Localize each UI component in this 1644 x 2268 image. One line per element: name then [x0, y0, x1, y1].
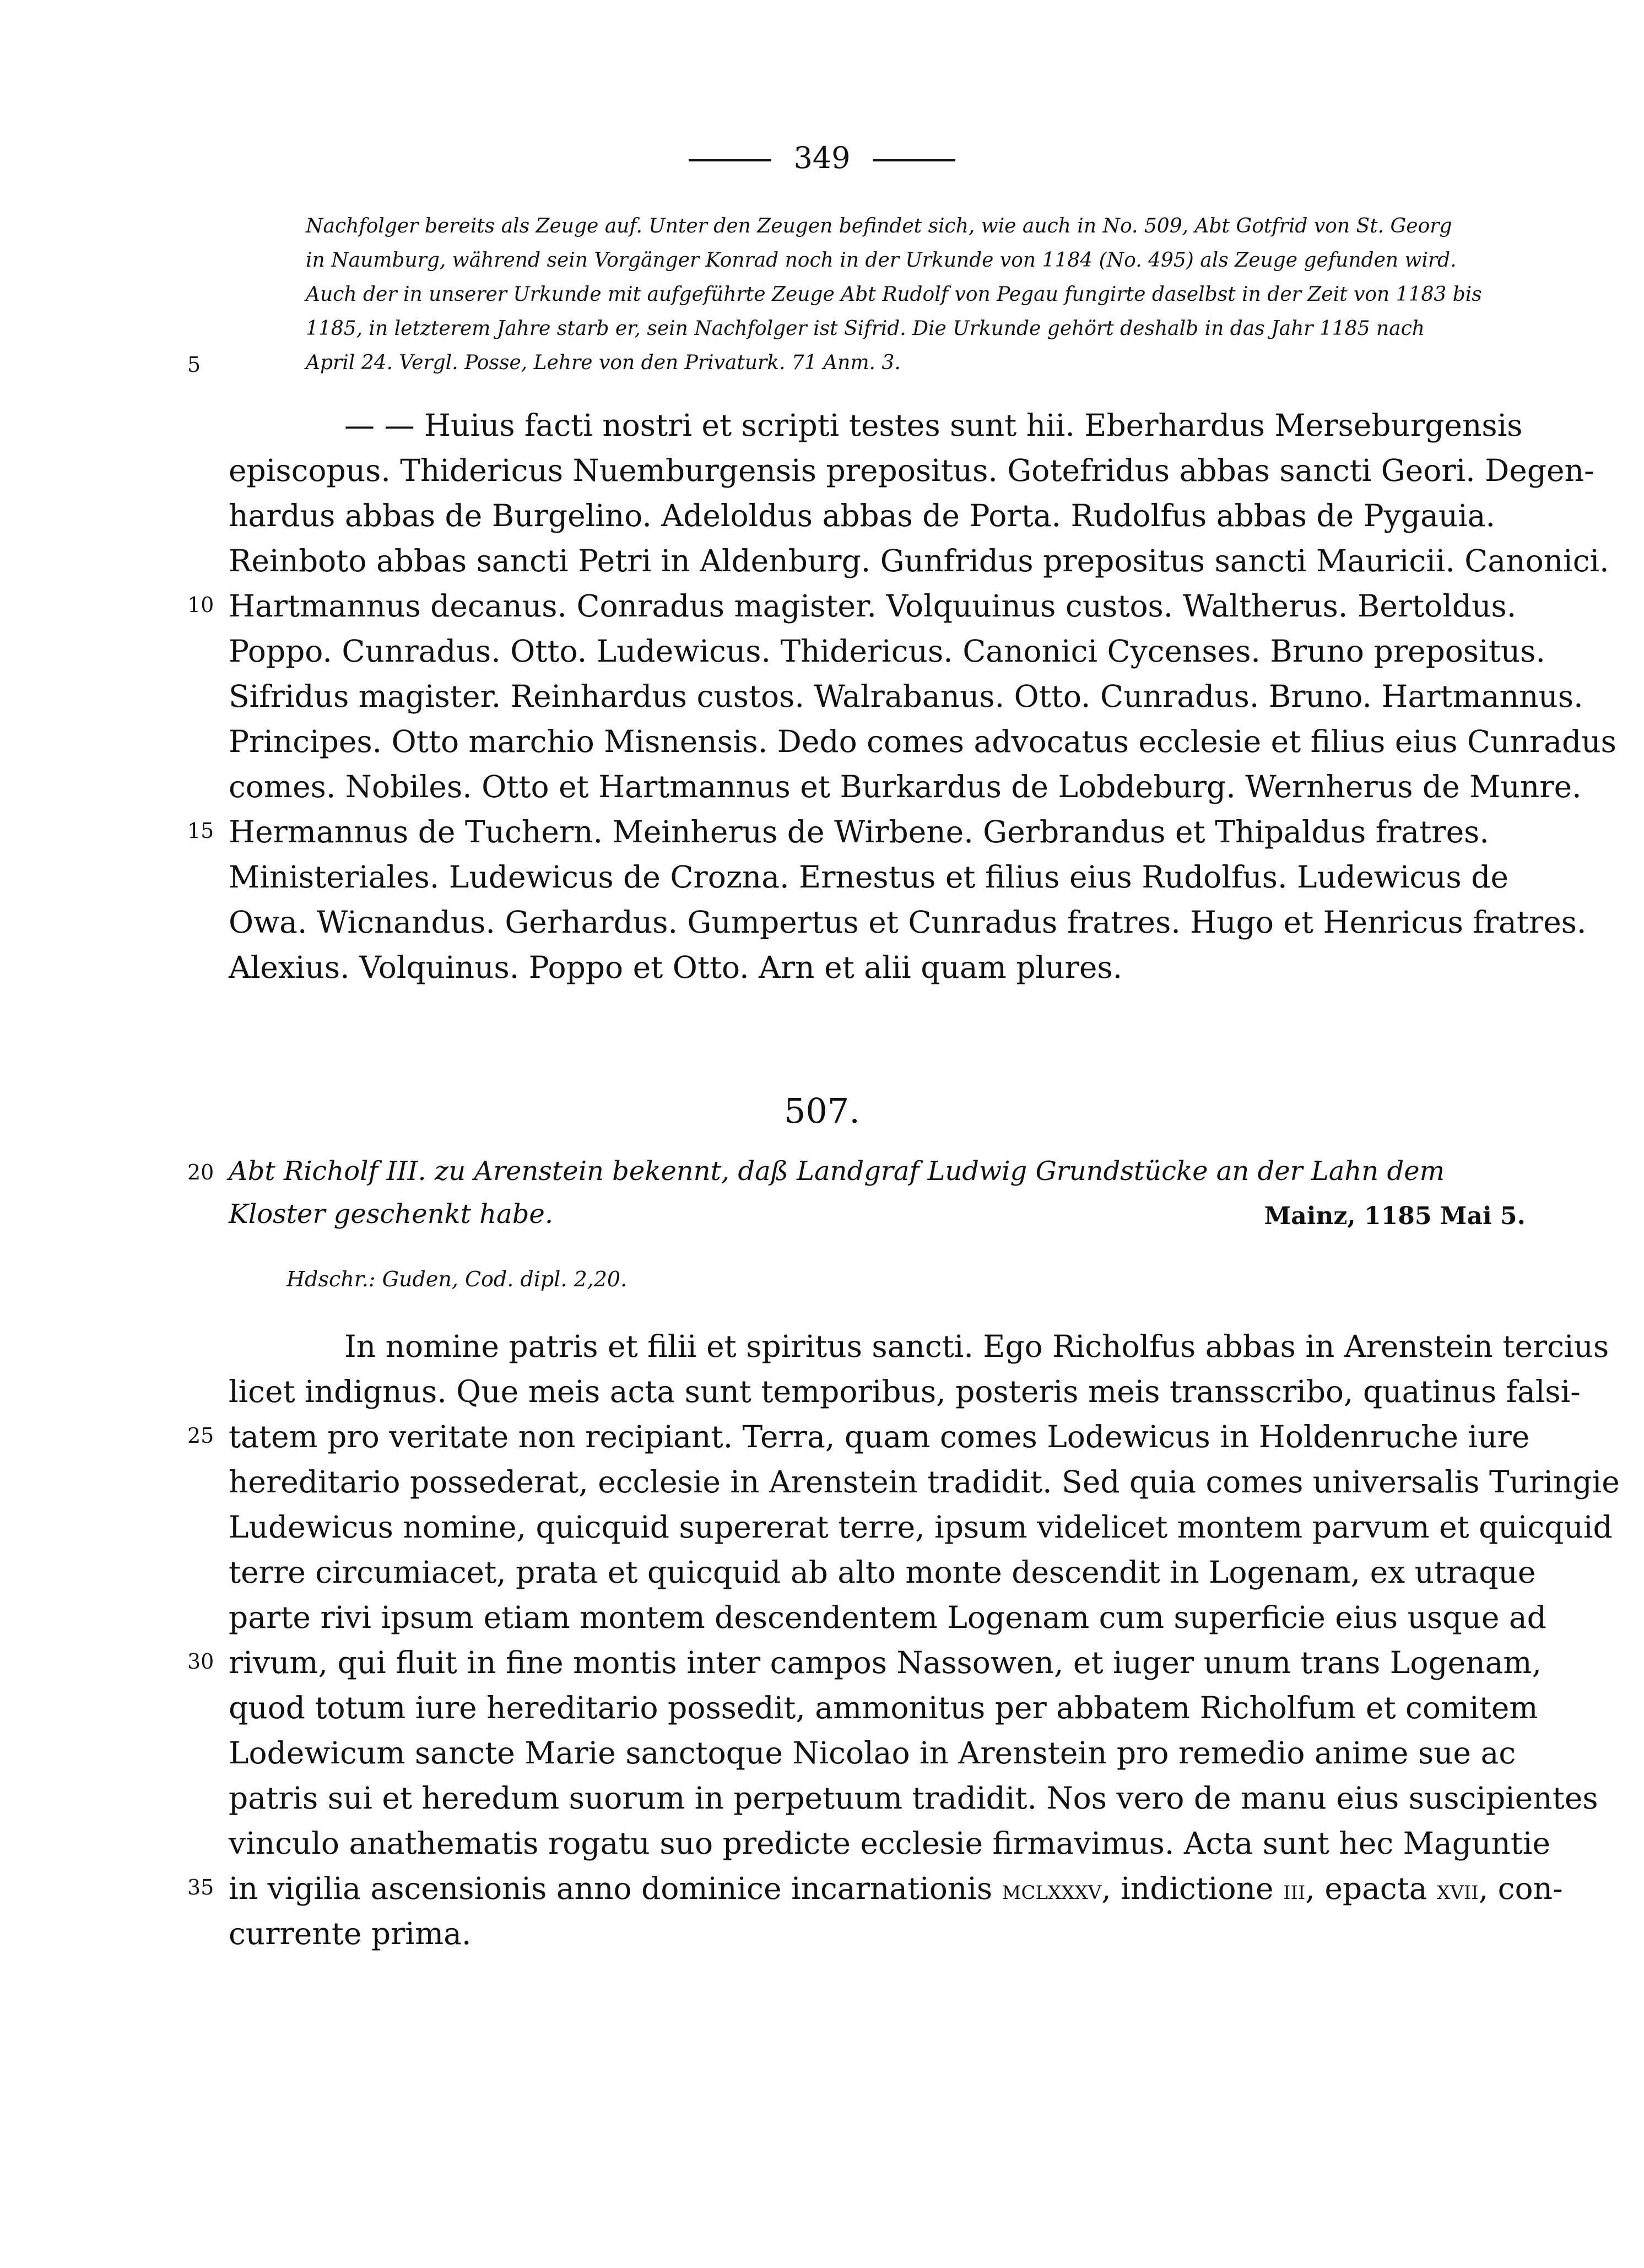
- epact-numeral: xvii: [1437, 1875, 1479, 1906]
- indiction-numeral: iii: [1283, 1875, 1306, 1906]
- text-line: licet indignus. Que meis acta sunt temporibus, posteris meis transscribo, quatinus falsi-: [229, 1374, 1581, 1409]
- witness-line: Hermannus de Tuchern. Meinherus de Wirbene. Gerbrandus et Thipaldus fratres.: [229, 814, 1489, 849]
- witness-line: Alexius. Volquinus. Poppo et Otto. Arn et alii quam plures.: [229, 950, 1123, 985]
- document-date: Mainz, 1185 Mai 5.: [1264, 1202, 1526, 1230]
- witness-line: comes. Nobiles. Otto et Hartmannus et Burkardus de Lobdeburg. Wernherus de Munre.: [229, 769, 1582, 804]
- text-line: terre circumiacet, prata et quicquid ab alto monte descendit in Logenam, ex utraque: [229, 1555, 1536, 1590]
- year-numeral: mclxxxv: [1002, 1875, 1102, 1906]
- text-line: hereditario possederat, ecclesie in Arenstein tradidit. Sed quia comes universalis Turingie: [229, 1464, 1620, 1500]
- footnote-line: 1185, in letzterem Jahre starb er, sein Nachfolger ist Sifrid. Die Urkunde gehört deshalb in das Jahr 1185 nach: [306, 317, 1425, 340]
- witness-line: Poppo. Cunradus. Otto. Ludewicus. Thidericus. Canonici Cycenses. Bruno prepositus.: [229, 634, 1545, 669]
- footnote-line: in Naumburg, während sein Vorgänger Konrad noch in der Urkunde von 1184 (No. 495) als Zeuge gefunden wird.: [306, 249, 1457, 272]
- regest-line-1: Abt Richolf III. zu Arenstein bekennt, daß Landgraf Ludwig Grundstücke an der Lahn dem: [229, 1156, 1445, 1187]
- line-number: 25: [187, 1423, 214, 1448]
- witness-line: Sifridus magister. Reinhardus custos. Walrabanus. Otto. Cunradus. Bruno. Hartmannus.: [229, 679, 1583, 714]
- witness-line: episcopus. Thidericus Nuemburgensis prepositus. Gotefridus abbas sancti Geori. Degen-: [229, 453, 1594, 488]
- footnote-line: Auch der in unserer Urkunde mit aufgeführte Zeuge Abt Rudolf von Pegau fungirte daselbst in der Zeit von 1183 bis: [306, 283, 1482, 306]
- witness-line: Reinboto abbas sancti Petri in Aldenburg. Gunfridus prepositus sancti Mauricii. Canonici.: [229, 543, 1609, 578]
- witness-line: hardus abbas de Burgelino. Adeloldus abbas de Porta. Rudolfus abbas de Pygauia.: [229, 498, 1496, 533]
- witness-line: Principes. Otto marchio Misnensis. Dedo comes advocatus ecclesie et filius eius Cunradus: [229, 724, 1616, 759]
- line-number: 30: [187, 1649, 214, 1674]
- text-line: In nomine patris et filii et spiritus sancti. Ego Richolfus abbas in Arenstein tercius: [344, 1329, 1609, 1364]
- text-line: Lodewicum sancte Marie sanctoque Nicolao in Arenstein pro remedio anime sue ac: [229, 1735, 1516, 1771]
- line-number: 10: [187, 593, 214, 617]
- footnote-line: Nachfolger bereits als Zeuge auf. Unter den Zeugen befindet sich, wie auch in No. 509, Abt Gotfrid von St. Georg: [306, 215, 1452, 237]
- line-number: 5: [187, 353, 201, 377]
- page-number: 349: [793, 140, 851, 175]
- text-segment: , indictione: [1101, 1871, 1284, 1906]
- text-line: patris sui et heredum suorum in perpetuum tradidit. Nos vero de manu eius suscipientes: [229, 1780, 1598, 1816]
- regest-line-2: Kloster geschenkt habe.: [229, 1199, 554, 1230]
- text-line: [229, 1871, 1563, 1906]
- witness-line: — — Huius facti nostri et scripti testes sunt hii. Eberhardus Merseburgensis: [344, 408, 1523, 443]
- text-segment: , epacta: [1305, 1871, 1437, 1906]
- witness-line: Owa. Wicnandus. Gerhardus. Gumpertus et Cunradus fratres. Hugo et Henricus fratres.: [229, 905, 1587, 940]
- text-line: currente prima.: [229, 1916, 472, 1951]
- text-line: vinculo anathematis rogatu suo predicte ecclesie firmavimus. Acta sunt hec Maguntie: [229, 1826, 1551, 1861]
- header-rule-right: [873, 159, 955, 161]
- text-segment: in vigilia ascensionis anno dominice incarnationis: [229, 1871, 1002, 1906]
- text-segment: , con-: [1478, 1871, 1563, 1906]
- text-line: Ludewicus nomine, quicquid supererat terre, ipsum videlicet montem parvum et quicquid: [229, 1509, 1613, 1545]
- document-number: 507.: [783, 1091, 861, 1131]
- footnote-line: April 24. Vergl. Posse, Lehre von den Privaturk. 71 Anm. 3.: [306, 351, 901, 374]
- witness-line: Ministeriales. Ludewicus de Crozna. Ernestus et filius eius Rudolfus. Ludewicus de: [229, 859, 1509, 895]
- text-line: rivum, qui fluit in fine montis inter campos Nassowen, et iuger unum trans Logenam,: [229, 1645, 1542, 1680]
- header-rule-left: [689, 159, 771, 161]
- text-line: quod totum iure hereditario possedit, ammonitus per abbatem Richolfum et comitem: [229, 1690, 1538, 1725]
- line-number: 20: [187, 1160, 214, 1184]
- witness-line: Hartmannus decanus. Conradus magister. Volquuinus custos. Waltherus. Bertoldus.: [229, 588, 1517, 624]
- line-number: 35: [187, 1875, 214, 1899]
- text-line: parte rivi ipsum etiam montem descendentem Logenam cum superficie eius usque ad: [229, 1600, 1546, 1635]
- page-header: [0, 140, 1644, 175]
- manuscript-source: Hdschr.: Guden, Cod. dipl. 2,20.: [286, 1267, 628, 1291]
- line-number: 15: [187, 819, 214, 843]
- text-line: tatem pro veritate non recipiant. Terra, quam comes Lodewicus in Holdenruche iure: [229, 1419, 1530, 1454]
